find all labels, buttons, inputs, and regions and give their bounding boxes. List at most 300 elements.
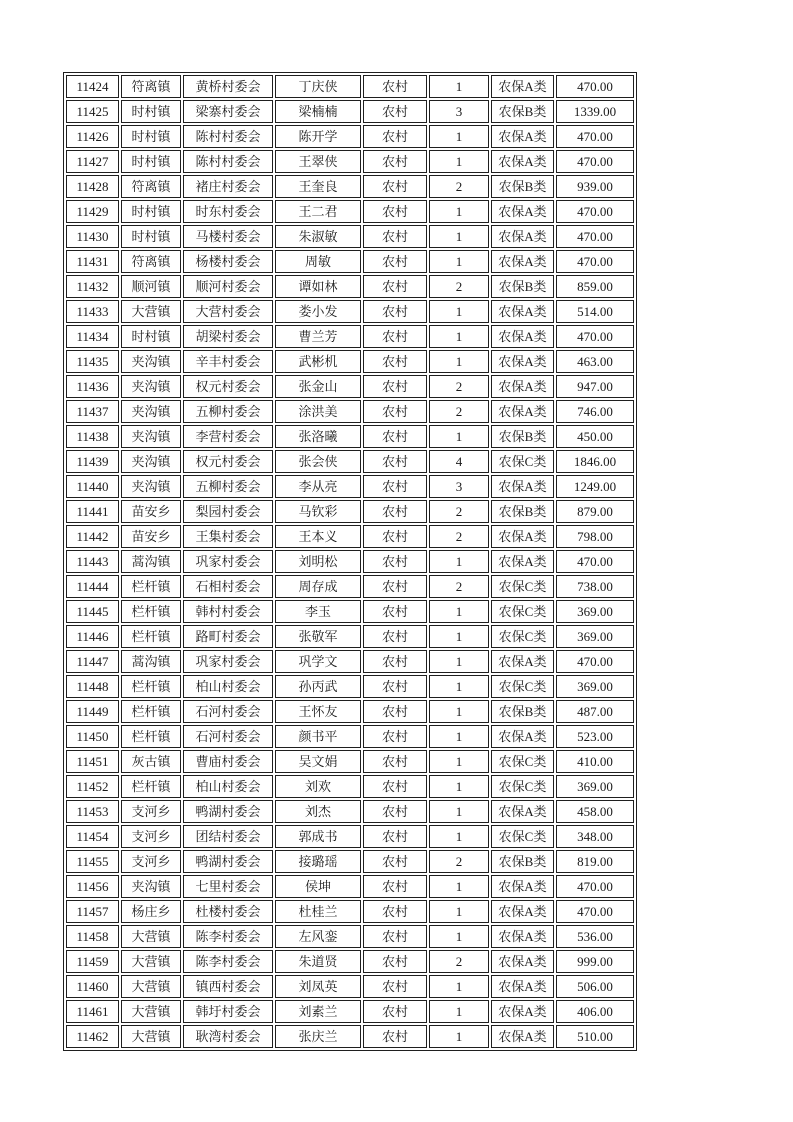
cell-amount: 510.00: [556, 1025, 634, 1048]
cell-person-count: 1: [429, 1000, 489, 1023]
cell-person-name: 武彬机: [275, 350, 361, 373]
cell-town: 时村镇: [121, 125, 181, 148]
cell-town: 夹沟镇: [121, 450, 181, 473]
cell-household-type: 农村: [363, 575, 427, 598]
cell-town: 大营镇: [121, 300, 181, 323]
cell-person-name: 涂洪美: [275, 400, 361, 423]
cell-town: 苗安乡: [121, 525, 181, 548]
cell-village-committee: 巩家村委会: [183, 550, 273, 573]
cell-person-count: 1: [429, 700, 489, 723]
cell-village-committee: 大营村委会: [183, 300, 273, 323]
cell-amount: 470.00: [556, 250, 634, 273]
cell-person-count: 1: [429, 325, 489, 348]
cell-household-type: 农村: [363, 375, 427, 398]
table-row: [66, 1000, 634, 1023]
table-row: [66, 325, 634, 348]
table-row: [66, 800, 634, 823]
cell-record-id: 11456: [66, 875, 119, 898]
cell-household-type: 农村: [363, 175, 427, 198]
cell-person-name: 周存成: [275, 575, 361, 598]
cell-insurance-category: 农保A类: [491, 650, 554, 673]
cell-town: 支河乡: [121, 800, 181, 823]
cell-person-count: 2: [429, 850, 489, 873]
cell-amount: 487.00: [556, 700, 634, 723]
cell-village-committee: 石河村委会: [183, 725, 273, 748]
cell-person-name: 张敬军: [275, 625, 361, 648]
cell-amount: 746.00: [556, 400, 634, 423]
cell-household-type: 农村: [363, 325, 427, 348]
cell-amount: 450.00: [556, 425, 634, 448]
cell-town: 栏杆镇: [121, 725, 181, 748]
cell-insurance-category: 农保A类: [491, 525, 554, 548]
table-row: [66, 575, 634, 598]
cell-person-count: 1: [429, 600, 489, 623]
cell-insurance-category: 农保C类: [491, 450, 554, 473]
table-row: [66, 250, 634, 273]
cell-person-count: 1: [429, 125, 489, 148]
cell-person-name: 王本义: [275, 525, 361, 548]
cell-town: 时村镇: [121, 100, 181, 123]
cell-town: 夹沟镇: [121, 425, 181, 448]
cell-amount: 369.00: [556, 775, 634, 798]
table-row: [66, 775, 634, 798]
table-row: [66, 100, 634, 123]
cell-insurance-category: 农保A类: [491, 250, 554, 273]
cell-amount: 819.00: [556, 850, 634, 873]
cell-record-id: 11431: [66, 250, 119, 273]
cell-insurance-category: 农保A类: [491, 475, 554, 498]
cell-person-count: 2: [429, 950, 489, 973]
cell-household-type: 农村: [363, 350, 427, 373]
cell-village-committee: 陈村村委会: [183, 125, 273, 148]
cell-town: 大营镇: [121, 925, 181, 948]
cell-person-name: 刘杰: [275, 800, 361, 823]
cell-person-count: 1: [429, 425, 489, 448]
cell-person-name: 谭如林: [275, 275, 361, 298]
table-row: [66, 900, 634, 923]
cell-person-count: 1: [429, 975, 489, 998]
cell-insurance-category: 农保C类: [491, 825, 554, 848]
cell-amount: 738.00: [556, 575, 634, 598]
cell-town: 杨庄乡: [121, 900, 181, 923]
cell-insurance-category: 农保C类: [491, 775, 554, 798]
cell-person-count: 1: [429, 300, 489, 323]
cell-village-committee: 王集村委会: [183, 525, 273, 548]
cell-village-committee: 马楼村委会: [183, 225, 273, 248]
cell-record-id: 11426: [66, 125, 119, 148]
cell-record-id: 11460: [66, 975, 119, 998]
cell-insurance-category: 农保A类: [491, 950, 554, 973]
cell-record-id: 11447: [66, 650, 119, 673]
cell-town: 夹沟镇: [121, 350, 181, 373]
cell-person-name: 巩学文: [275, 650, 361, 673]
cell-person-count: 2: [429, 500, 489, 523]
cell-village-committee: 鸭湖村委会: [183, 800, 273, 823]
cell-town: 栏杆镇: [121, 700, 181, 723]
cell-household-type: 农村: [363, 675, 427, 698]
cell-record-id: 11424: [66, 75, 119, 98]
cell-record-id: 11452: [66, 775, 119, 798]
cell-village-committee: 梨园村委会: [183, 500, 273, 523]
cell-amount: 410.00: [556, 750, 634, 773]
table-row: [66, 75, 634, 98]
cell-household-type: 农村: [363, 450, 427, 473]
cell-person-name: 马钦彩: [275, 500, 361, 523]
cell-record-id: 11430: [66, 225, 119, 248]
cell-person-count: 1: [429, 250, 489, 273]
cell-insurance-category: 农保B类: [491, 175, 554, 198]
cell-person-count: 1: [429, 725, 489, 748]
cell-amount: 470.00: [556, 200, 634, 223]
cell-town: 栏杆镇: [121, 625, 181, 648]
cell-record-id: 11439: [66, 450, 119, 473]
cell-person-name: 梁楠楠: [275, 100, 361, 123]
cell-amount: 1846.00: [556, 450, 634, 473]
cell-insurance-category: 农保A类: [491, 375, 554, 398]
cell-town: 符离镇: [121, 75, 181, 98]
table-row: [66, 650, 634, 673]
cell-town: 大营镇: [121, 950, 181, 973]
cell-person-count: 1: [429, 650, 489, 673]
cell-person-name: 刘凤英: [275, 975, 361, 998]
table-row: [66, 275, 634, 298]
cell-village-committee: 七里村委会: [183, 875, 273, 898]
cell-person-count: 2: [429, 175, 489, 198]
cell-person-count: 1: [429, 800, 489, 823]
table-row: [66, 675, 634, 698]
cell-amount: 369.00: [556, 600, 634, 623]
cell-village-committee: 顺河村委会: [183, 275, 273, 298]
cell-record-id: 11427: [66, 150, 119, 173]
cell-village-committee: 石河村委会: [183, 700, 273, 723]
cell-town: 支河乡: [121, 825, 181, 848]
cell-record-id: 11443: [66, 550, 119, 573]
cell-person-name: 吴文娟: [275, 750, 361, 773]
cell-village-committee: 耿湾村委会: [183, 1025, 273, 1048]
table-row: [66, 725, 634, 748]
table-row: [66, 750, 634, 773]
cell-village-committee: 柏山村委会: [183, 675, 273, 698]
cell-person-name: 王二君: [275, 200, 361, 223]
cell-person-name: 陈开学: [275, 125, 361, 148]
cell-household-type: 农村: [363, 275, 427, 298]
cell-insurance-category: 农保A类: [491, 875, 554, 898]
cell-insurance-category: 农保A类: [491, 325, 554, 348]
cell-household-type: 农村: [363, 125, 427, 148]
cell-person-count: 3: [429, 475, 489, 498]
cell-person-count: 1: [429, 750, 489, 773]
table-row: [66, 125, 634, 148]
cell-record-id: 11436: [66, 375, 119, 398]
cell-village-committee: 陈李村委会: [183, 950, 273, 973]
cell-town: 大营镇: [121, 1000, 181, 1023]
cell-village-committee: 五柳村委会: [183, 400, 273, 423]
cell-record-id: 11453: [66, 800, 119, 823]
cell-household-type: 农村: [363, 850, 427, 873]
table-row: [66, 500, 634, 523]
cell-insurance-category: 农保B类: [491, 275, 554, 298]
cell-village-committee: 梁寨村委会: [183, 100, 273, 123]
cell-record-id: 11433: [66, 300, 119, 323]
cell-insurance-category: 农保A类: [491, 75, 554, 98]
cell-household-type: 农村: [363, 75, 427, 98]
cell-insurance-category: 农保B类: [491, 850, 554, 873]
table-row: [66, 200, 634, 223]
cell-record-id: 11455: [66, 850, 119, 873]
cell-amount: 406.00: [556, 1000, 634, 1023]
cell-town: 时村镇: [121, 150, 181, 173]
cell-person-count: 1: [429, 825, 489, 848]
cell-household-type: 农村: [363, 400, 427, 423]
cell-household-type: 农村: [363, 975, 427, 998]
cell-amount: 470.00: [556, 325, 634, 348]
cell-household-type: 农村: [363, 1025, 427, 1048]
cell-record-id: 11459: [66, 950, 119, 973]
cell-amount: 470.00: [556, 125, 634, 148]
cell-amount: 506.00: [556, 975, 634, 998]
cell-household-type: 农村: [363, 725, 427, 748]
table-row: [66, 925, 634, 948]
cell-amount: 1249.00: [556, 475, 634, 498]
cell-town: 夹沟镇: [121, 375, 181, 398]
cell-town: 时村镇: [121, 200, 181, 223]
cell-record-id: 11429: [66, 200, 119, 223]
cell-household-type: 农村: [363, 1000, 427, 1023]
cell-person-count: 1: [429, 550, 489, 573]
cell-village-committee: 韩村村委会: [183, 600, 273, 623]
cell-person-name: 王翠侠: [275, 150, 361, 173]
cell-record-id: 11441: [66, 500, 119, 523]
table-row: [66, 1025, 634, 1048]
cell-village-committee: 杨楼村委会: [183, 250, 273, 273]
cell-amount: 999.00: [556, 950, 634, 973]
cell-village-committee: 辛丰村委会: [183, 350, 273, 373]
table-row: [66, 825, 634, 848]
cell-town: 符离镇: [121, 250, 181, 273]
cell-record-id: 11448: [66, 675, 119, 698]
cell-village-committee: 权元村委会: [183, 450, 273, 473]
table-row: [66, 475, 634, 498]
cell-amount: 1339.00: [556, 100, 634, 123]
cell-record-id: 11428: [66, 175, 119, 198]
cell-village-committee: 镇西村委会: [183, 975, 273, 998]
cell-person-count: 1: [429, 75, 489, 98]
cell-person-name: 刘素兰: [275, 1000, 361, 1023]
cell-amount: 947.00: [556, 375, 634, 398]
cell-insurance-category: 农保A类: [491, 800, 554, 823]
cell-record-id: 11457: [66, 900, 119, 923]
cell-town: 大营镇: [121, 1025, 181, 1048]
cell-record-id: 11442: [66, 525, 119, 548]
table-row: [66, 425, 634, 448]
cell-person-name: 张金山: [275, 375, 361, 398]
cell-town: 栏杆镇: [121, 675, 181, 698]
cell-person-count: 1: [429, 675, 489, 698]
table-row: [66, 300, 634, 323]
table-row: [66, 850, 634, 873]
cell-town: 灰古镇: [121, 750, 181, 773]
cell-household-type: 农村: [363, 925, 427, 948]
cell-person-name: 王奎良: [275, 175, 361, 198]
cell-insurance-category: 农保A类: [491, 300, 554, 323]
table-row: [66, 600, 634, 623]
cell-amount: 470.00: [556, 550, 634, 573]
cell-household-type: 农村: [363, 425, 427, 448]
cell-record-id: 11445: [66, 600, 119, 623]
cell-record-id: 11450: [66, 725, 119, 748]
cell-village-committee: 李营村委会: [183, 425, 273, 448]
cell-village-committee: 柏山村委会: [183, 775, 273, 798]
cell-town: 时村镇: [121, 225, 181, 248]
cell-record-id: 11434: [66, 325, 119, 348]
cell-record-id: 11440: [66, 475, 119, 498]
cell-person-count: 1: [429, 625, 489, 648]
cell-town: 夹沟镇: [121, 400, 181, 423]
table-row: [66, 150, 634, 173]
cell-village-committee: 胡梁村委会: [183, 325, 273, 348]
cell-person-count: 2: [429, 275, 489, 298]
cell-insurance-category: 农保A类: [491, 350, 554, 373]
cell-record-id: 11437: [66, 400, 119, 423]
cell-household-type: 农村: [363, 875, 427, 898]
cell-amount: 859.00: [556, 275, 634, 298]
table-row: [66, 975, 634, 998]
cell-insurance-category: 农保A类: [491, 400, 554, 423]
cell-person-count: 2: [429, 375, 489, 398]
cell-amount: 523.00: [556, 725, 634, 748]
cell-household-type: 农村: [363, 900, 427, 923]
table-row: [66, 450, 634, 473]
table-row: [66, 375, 634, 398]
cell-village-committee: 巩家村委会: [183, 650, 273, 673]
cell-record-id: 11454: [66, 825, 119, 848]
cell-insurance-category: 农保A类: [491, 725, 554, 748]
cell-insurance-category: 农保A类: [491, 1025, 554, 1048]
cell-person-count: 1: [429, 900, 489, 923]
cell-town: 夹沟镇: [121, 875, 181, 898]
cell-household-type: 农村: [363, 300, 427, 323]
cell-household-type: 农村: [363, 475, 427, 498]
cell-record-id: 11462: [66, 1025, 119, 1048]
cell-person-count: 1: [429, 875, 489, 898]
cell-person-count: 2: [429, 400, 489, 423]
cell-insurance-category: 农保A类: [491, 150, 554, 173]
cell-household-type: 农村: [363, 750, 427, 773]
cell-village-committee: 时东村委会: [183, 200, 273, 223]
cell-insurance-category: 农保A类: [491, 1000, 554, 1023]
cell-village-committee: 黄桥村委会: [183, 75, 273, 98]
cell-town: 顺河镇: [121, 275, 181, 298]
cell-person-count: 2: [429, 525, 489, 548]
cell-village-committee: 杜楼村委会: [183, 900, 273, 923]
cell-amount: 470.00: [556, 225, 634, 248]
records-table: [63, 72, 637, 1051]
cell-person-count: 1: [429, 150, 489, 173]
cell-person-name: 周敏: [275, 250, 361, 273]
cell-household-type: 农村: [363, 700, 427, 723]
cell-person-name: 杜桂兰: [275, 900, 361, 923]
cell-household-type: 农村: [363, 600, 427, 623]
cell-person-name: 李玉: [275, 600, 361, 623]
table-row: [66, 350, 634, 373]
cell-insurance-category: 农保A类: [491, 125, 554, 148]
cell-household-type: 农村: [363, 250, 427, 273]
cell-village-committee: 路町村委会: [183, 625, 273, 648]
table-body: [66, 75, 634, 1048]
cell-village-committee: 权元村委会: [183, 375, 273, 398]
cell-insurance-category: 农保A类: [491, 975, 554, 998]
cell-amount: 939.00: [556, 175, 634, 198]
cell-insurance-category: 农保B类: [491, 425, 554, 448]
cell-village-committee: 褚庄村委会: [183, 175, 273, 198]
cell-household-type: 农村: [363, 500, 427, 523]
cell-person-name: 娄小发: [275, 300, 361, 323]
cell-town: 夹沟镇: [121, 475, 181, 498]
cell-town: 符离镇: [121, 175, 181, 198]
cell-person-name: 左风銮: [275, 925, 361, 948]
cell-person-name: 孙丙武: [275, 675, 361, 698]
table-row: [66, 175, 634, 198]
table-row: [66, 550, 634, 573]
cell-amount: 879.00: [556, 500, 634, 523]
cell-amount: 470.00: [556, 75, 634, 98]
cell-person-name: 刘明松: [275, 550, 361, 573]
cell-town: 大营镇: [121, 975, 181, 998]
cell-record-id: 11438: [66, 425, 119, 448]
cell-record-id: 11444: [66, 575, 119, 598]
cell-village-committee: 陈村村委会: [183, 150, 273, 173]
cell-person-name: 郭成书: [275, 825, 361, 848]
cell-household-type: 农村: [363, 775, 427, 798]
cell-household-type: 农村: [363, 200, 427, 223]
cell-household-type: 农村: [363, 225, 427, 248]
cell-record-id: 11461: [66, 1000, 119, 1023]
cell-insurance-category: 农保C类: [491, 750, 554, 773]
cell-amount: 463.00: [556, 350, 634, 373]
cell-person-count: 1: [429, 350, 489, 373]
cell-household-type: 农村: [363, 150, 427, 173]
cell-amount: 369.00: [556, 675, 634, 698]
cell-person-count: 1: [429, 225, 489, 248]
cell-record-id: 11458: [66, 925, 119, 948]
cell-person-name: 张洛曦: [275, 425, 361, 448]
cell-person-count: 1: [429, 775, 489, 798]
cell-person-name: 刘欢: [275, 775, 361, 798]
cell-person-count: 4: [429, 450, 489, 473]
cell-town: 蒿沟镇: [121, 550, 181, 573]
cell-amount: 348.00: [556, 825, 634, 848]
cell-amount: 536.00: [556, 925, 634, 948]
cell-person-name: 张庆兰: [275, 1025, 361, 1048]
table-row: [66, 625, 634, 648]
cell-amount: 470.00: [556, 650, 634, 673]
cell-person-count: 1: [429, 200, 489, 223]
cell-village-committee: 曹庙村委会: [183, 750, 273, 773]
cell-insurance-category: 农保B类: [491, 500, 554, 523]
cell-village-committee: 韩圩村委会: [183, 1000, 273, 1023]
cell-household-type: 农村: [363, 550, 427, 573]
cell-village-committee: 五柳村委会: [183, 475, 273, 498]
cell-person-name: 曹兰芳: [275, 325, 361, 348]
cell-record-id: 11446: [66, 625, 119, 648]
cell-person-name: 朱道贤: [275, 950, 361, 973]
cell-record-id: 11435: [66, 350, 119, 373]
cell-record-id: 11449: [66, 700, 119, 723]
cell-amount: 369.00: [556, 625, 634, 648]
cell-amount: 458.00: [556, 800, 634, 823]
cell-household-type: 农村: [363, 100, 427, 123]
cell-insurance-category: 农保C类: [491, 675, 554, 698]
